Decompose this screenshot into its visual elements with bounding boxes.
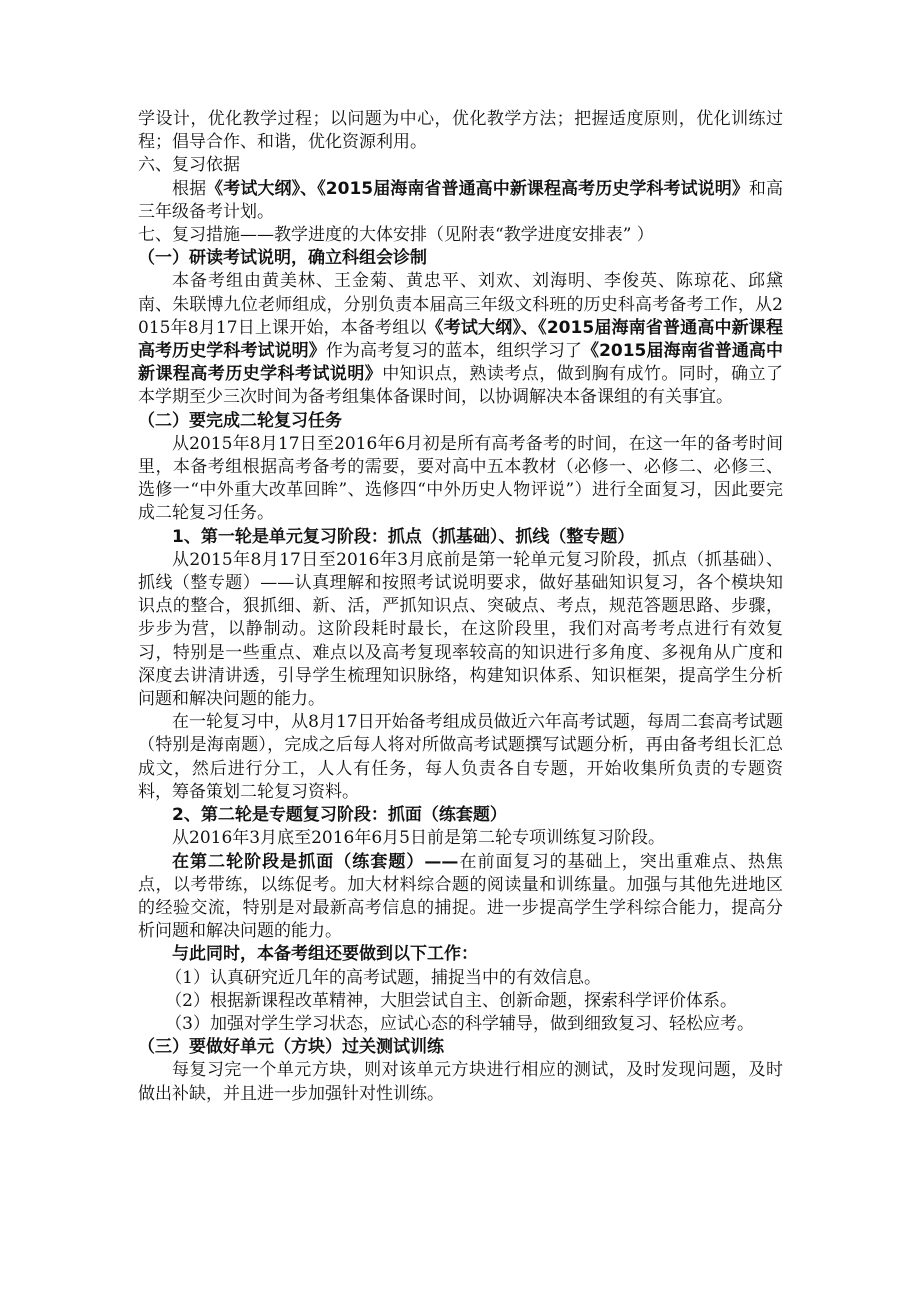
list-item-1: （1）认真研究近几年的高考试题，捕捉当中的有效信息。 — [165, 967, 602, 988]
round-two-title: 2、第二轮是专题复习阶段：抓面（练套题） — [172, 805, 507, 826]
section-one-title: （一）研读考试说明，确立科组会诊制 — [138, 248, 427, 269]
list-item-2: （2）根据新课程改革精神，大胆尝试自主、创新命题，探索科学评价体系。 — [165, 990, 738, 1011]
also-title: 与此同时，本备考组还要做到以下工作： — [172, 944, 478, 965]
document-page — [138, 108, 783, 1106]
section-one-paragraph — [138, 270, 783, 409]
section-two-title: （二）要完成二轮复习任务 — [138, 410, 342, 431]
basis-lead: 根据 — [172, 178, 207, 199]
section-three-title: （三）要做好单元（方块）过关测试训练 — [138, 1037, 444, 1058]
round-one-paragraph-2: 在一轮复习中，从8月17日开始备考组成员做近六年高考试题，每周二套高考试题（特别是海南题），完成之后每人将对所做高考试题撰写试题分析，再由备考组长汇总成文，然后进行分工，人人有任务，每人负责各自专题，开始收集所负责的专题资料，筹备策划二轮复习资料。 — [138, 712, 783, 802]
basis-tail: 和高三年级备考计划。 — [138, 178, 784, 222]
heading-seven: 七、复习措施——教学进度的大体安排（见附表“教学进度安排表” ） — [138, 225, 654, 246]
s1-bold-docs: 《考试大纲》、《2015届海南省普通高中新课程高考历史学科考试说明》 — [138, 317, 783, 362]
paragraph-basis — [138, 178, 783, 224]
list-item-3: （3）加强对学生学习状态，应试心态的科学辅导，做到细致复习、轻松应考。 — [165, 1013, 755, 1034]
s1-bold-doc2: 《2015届海南省普通高中新课程高考历史学科考试说明》 — [138, 341, 784, 385]
round-one-paragraph-1: 从2015年8月17日至2016年3月底前是第一轮单元复习阶段，抓点（抓基础）、抓线（整专题）——认真理解和按照考试说明要求，做好基础知识复习，各个模块知识点的整合，狠抓细、新、活，严抓知识点、突破点、考点，规范答题思路、步骤，步步为营，以静制动。这阶段耗时最长，在这阶段里，我们对高考考点进行有效复习，特别是一些重点、难点以及高考复现率较高的知识进行多角度、多视角从广度和深度去讲清讲透，引导学生梳理知识脉络，构建知识体系、知识框架，提高学生分析问题和解决问题的能力。 — [138, 549, 783, 710]
round-two-body: 在前面复习的基础上，突出重难点、热焦点，以考带练，以练促考。加大材料综合题的阅读量和训练量。加强与其他先进地区的经验交流，特别是对最新高考信息的捕捉。进一步提高学生学科综合能力，提高分析问题和解决问题的能力。 — [138, 851, 783, 942]
round-two-bold-lead: 在第二轮阶段是抓面（练套题）—— — [172, 851, 459, 872]
s1-part-a: 本备考组由黄美林、王金菊、黄忠平、刘欢、刘海明、李俊英、陈琼花、邱黛南、朱联博九位老师组成，分别负责本届高三年级文科班的历史科高考备考工作，从2015年8月17日上课开始，本备考组以 — [138, 271, 783, 338]
section-three-paragraph: 每复习完一个单元方块，则对该单元方块进行相应的测试，及时发现问题，及时做出补缺，并且进一步加强针对性训练。 — [138, 1060, 783, 1104]
s1-part-d: 中知识点，熟读考点，做到胸有成竹。同时，确立了本学期至少三次时间为备考组集体备课时间，以协调解决本备课组的有关事宜。 — [138, 364, 784, 408]
section-two-paragraph: 从2015年8月17日至2016年6月初是所有高考备考的时间，在这一年的备考时间里，本备考组根据高考备考的需要，要对高中五本教材（必修一、必修二、必修三、选修一“中外重大改革回眸”、选修四“中外历史人物评说”）进行全面复习，因此要完成二轮复习任务。 — [138, 433, 783, 524]
round-two-paragraph-2 — [138, 851, 783, 944]
heading-six: 六、复习依据 — [138, 155, 240, 176]
round-two-paragraph-1: 从2016年3月底至2016年6月5日前是第二轮专项训练复习阶段。 — [172, 828, 665, 849]
round-one-title: 1、第一轮是单元复习阶段：抓点（抓基础）、抓线（整专题） — [172, 526, 635, 547]
s1-part-c: 作为高考复习的蓝本，组织学习了 — [325, 341, 582, 362]
basis-docs: 《考试大纲》、《2015届海南省普通高中新课程高考历史学科考试说明》 — [206, 178, 749, 199]
paragraph-continued: 学设计，优化教学过程；以问题为中心，优化教学方法；把握适度原则，优化训练过程；倡导合作、和谐，优化资源利用。 — [138, 109, 783, 153]
